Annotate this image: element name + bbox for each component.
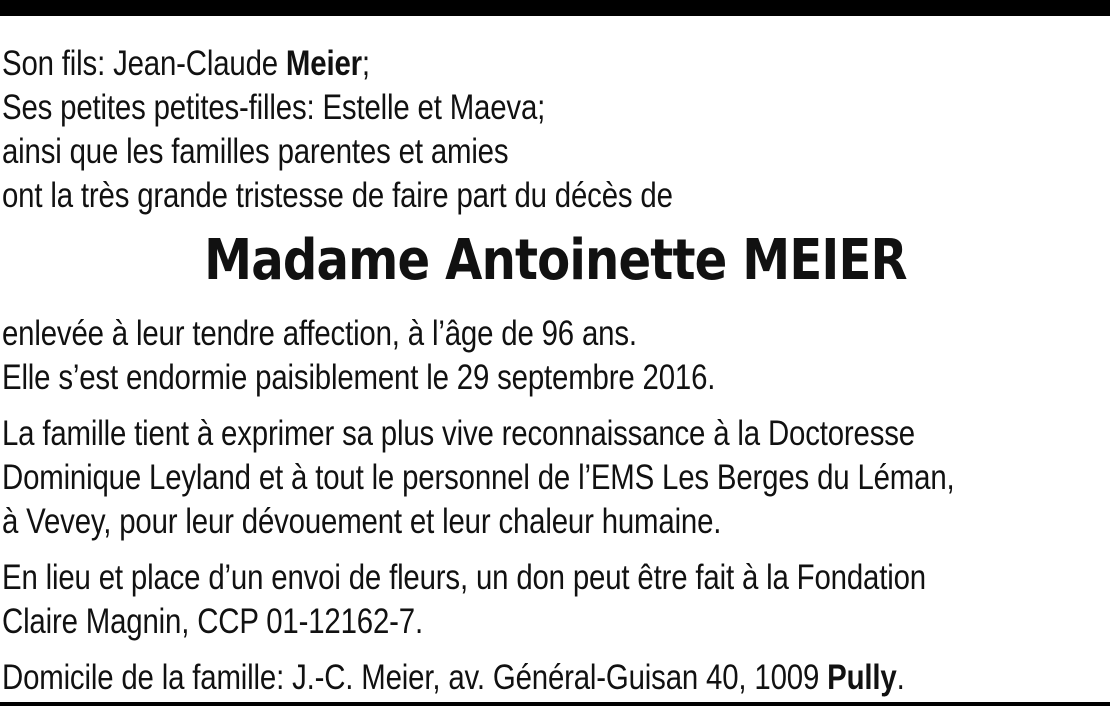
thanks-line-3: à Vevey, pour leur dévouement et leur chaleur humaine. — [2, 502, 722, 541]
son-surname: Meier — [285, 44, 362, 83]
age-line: enlevée à leur tendre affection, à l’âge de 96 ans. — [2, 314, 637, 353]
date-line: Elle s’est endormie paisiblement le 29 septembre 2016. — [2, 358, 716, 397]
address-town: Pully — [827, 658, 897, 697]
address-suffix: . — [896, 658, 905, 697]
paragraph-gap — [2, 400, 1107, 412]
address-line — [2, 656, 1107, 700]
paragraph-gap — [2, 644, 1107, 656]
notice-lower-text — [2, 312, 1107, 700]
deceased-name — [0, 226, 1110, 296]
son-line-suffix: ; — [361, 44, 370, 83]
son-line-prefix: Son fils: Jean-Claude — [2, 44, 286, 83]
donation-line-1: En lieu et place d’un envoi de fleurs, un don peut être fait à la Fondation — [2, 558, 926, 597]
thanks-line-2: Dominique Leyland et à tout le personnel de l’EMS Les Berges du Léman, — [2, 458, 955, 497]
paragraph-gap — [2, 544, 1107, 556]
son-line — [2, 42, 1107, 86]
deceased-name-text: Madame Antoinette MEIER — [203, 228, 907, 293]
thanks-line-1: La famille tient à exprimer sa plus vive reconnaissance à la Doctoresse — [2, 414, 915, 453]
donation-line-2: Claire Magnin, CCP 01-12162-7. — [2, 602, 423, 641]
families-line: ainsi que les familles parentes et amies — [2, 132, 509, 171]
granddaughters-line: Ses petites petites-filles: Estelle et Maeva; — [2, 88, 546, 127]
announcement-line: ont la très grande tristesse de faire part du décès de — [2, 176, 673, 215]
top-border-rule — [0, 0, 1110, 16]
notice-upper-text — [2, 42, 1107, 218]
bottom-border-rule — [0, 702, 1110, 706]
address-prefix: Domicile de la famille: J.-C. Meier, av. Général-Guisan 40, 1009 — [2, 658, 828, 697]
